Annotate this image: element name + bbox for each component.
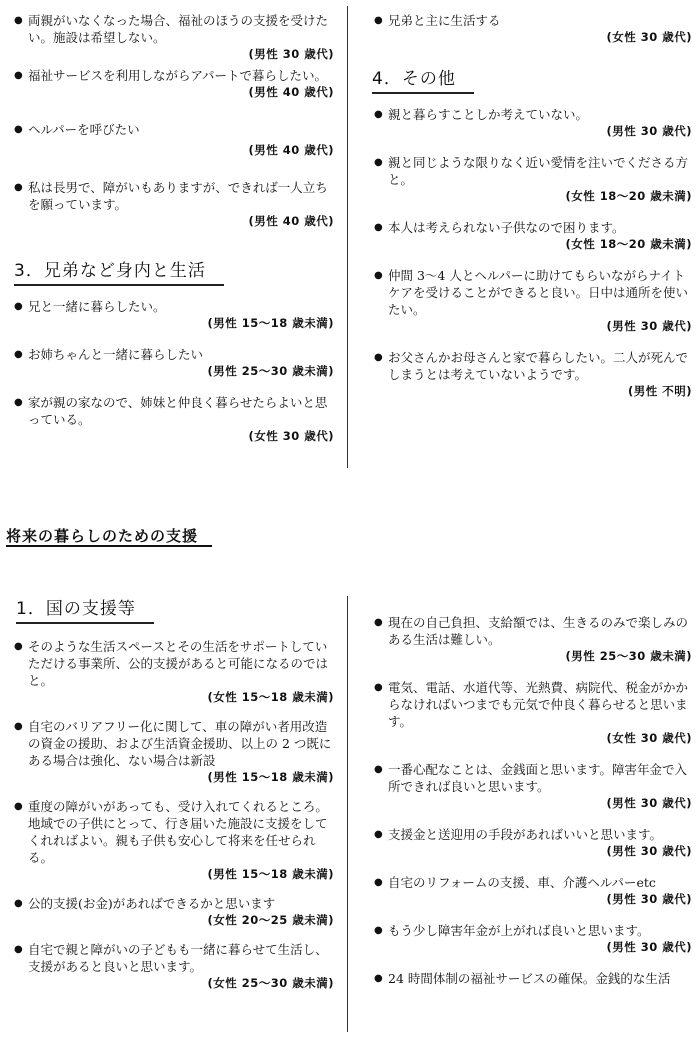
bullet-icon: ● xyxy=(374,157,383,168)
bullet-icon: ● xyxy=(374,925,383,936)
item-text: もう少し障害年金が上がれば良いと思います。 xyxy=(388,923,650,938)
item-text: 支援金と送迎用の手段があればいいと思います。 xyxy=(388,827,663,842)
respondent-attr: (男性 40 歳代) xyxy=(248,85,334,99)
list-item xyxy=(372,154,692,205)
item-text: 自宅で親と障がいの子どもも一緒に暮らせて生活し、支援があると良いと思います。 xyxy=(28,942,328,974)
item-text: 重度の障がいがあっても、受け入れてくれるところ。地域での子供にとって、行き届いた施設に支援をしてくれればよい。親も子供も安心して将来を任せられる。 xyxy=(28,799,328,865)
list-item xyxy=(372,761,692,812)
list-item xyxy=(372,826,692,860)
bottom-right-column xyxy=(372,614,692,997)
respondent-attr: (男性 40 歳代) xyxy=(248,214,334,228)
bullet-icon: ● xyxy=(374,617,383,628)
item-text: 親と暮らすことしか考えていない。 xyxy=(388,107,589,122)
list-item xyxy=(12,179,334,230)
respondent-attr: (女性 20～25 歳未満) xyxy=(207,913,334,927)
bullet-icon: ● xyxy=(374,829,383,840)
bullet-icon: ● xyxy=(374,877,383,888)
bottom-column-divider xyxy=(347,596,348,1032)
list-item xyxy=(372,874,692,908)
bullet-icon: ● xyxy=(374,764,383,775)
list-item xyxy=(372,922,692,956)
bullet-icon: ● xyxy=(14,182,23,193)
bullet-icon: ● xyxy=(374,352,383,363)
top-left-column xyxy=(12,12,334,455)
bullet-icon: ● xyxy=(14,898,23,909)
item-text: 電気、電話、水道代等、光熱費、病院代、税金がかからなければいつまでも元気で仲良く暮らせると思います。 xyxy=(388,680,689,729)
top-column-divider xyxy=(347,6,348,468)
respondent-attr: (男性 15～18 歳未満) xyxy=(207,316,334,330)
respondent-attr: (女性 30 歳代) xyxy=(248,429,334,443)
respondent-attr: (男性 30 歳代) xyxy=(248,47,334,61)
bullet-icon: ● xyxy=(374,682,383,693)
list-item xyxy=(12,298,334,332)
top-right-column xyxy=(372,12,692,410)
item-text: 兄弟と主に生活する xyxy=(388,13,501,28)
bottom-left-column xyxy=(12,598,334,1002)
list-item xyxy=(12,638,334,706)
page-title: 将来の暮らしのための支援 xyxy=(6,528,212,547)
list-item xyxy=(372,349,692,400)
item-text: 親と同じような限りなく近い愛情を注いでくださる方と。 xyxy=(388,155,689,187)
item-text: 本人は考えられない子供なので困ります。 xyxy=(388,220,625,235)
item-text: 24 時間体制の福祉サービスの確保。金銭的な生活 xyxy=(388,971,671,986)
list-item xyxy=(12,895,334,929)
bullet-icon: ● xyxy=(14,15,23,26)
item-text: お父さんかお母さんと家で暮らしたい。二人が死んでしまうとは考えていないようです。 xyxy=(388,350,689,382)
list-item xyxy=(12,941,334,992)
item-text: 私は長男で、障がいもありますが、できれば一人立ちを願っています。 xyxy=(28,180,328,212)
bullet-icon: ● xyxy=(14,801,23,812)
list-item xyxy=(372,267,692,335)
bullet-icon: ● xyxy=(14,944,23,955)
item-text: 両親がいなくなった場合、福祉のほうの支援を受けたい。施設は希望しない。 xyxy=(28,13,329,45)
bullet-icon: ● xyxy=(374,109,383,120)
respondent-attr: (男性 30 歳代) xyxy=(606,940,692,954)
bullet-icon: ● xyxy=(374,15,383,26)
list-item xyxy=(372,614,692,665)
section-3-heading: 3．兄弟など身内と生活 xyxy=(14,260,224,286)
respondent-attr: (男性 30 歳代) xyxy=(606,124,692,138)
item-text: そのような生活スペースとその生活をサポートしていただける事業所、公的支援があると可能になるのではと。 xyxy=(28,639,329,688)
respondent-attr: (男性 40 歳代) xyxy=(248,143,334,157)
item-text: ヘルパーを呼びたい xyxy=(28,122,140,137)
respondent-attr: (女性 30 歳代) xyxy=(606,731,692,745)
bullet-icon: ● xyxy=(374,222,383,233)
item-text: 自宅のバリアフリー化に関して、車の障がい者用改造の資金の援助、および生活資金援助、以上の 2 つ既にある場合は強化、ない場合は新設 xyxy=(28,719,332,768)
bullet-icon: ● xyxy=(374,973,383,984)
item-text: 家が親の家なので、姉妹と仲良く暮らせたらよいと思っている。 xyxy=(28,395,328,427)
item-text: 公的支援(お金)があればできるかと思います xyxy=(28,896,276,911)
list-item xyxy=(372,970,692,987)
item-text: 一番心配なことは、金銭面と思います。障害年金で入所できれば良いと思います。 xyxy=(388,762,688,794)
bullet-icon: ● xyxy=(14,397,23,408)
list-item xyxy=(12,798,334,883)
respondent-attr: (女性 15～18 歳未満) xyxy=(207,690,334,704)
respondent-attr: (女性 18～20 歳未満) xyxy=(565,189,692,203)
list-item xyxy=(372,12,692,46)
respondent-attr: (男性 15～18 歳未満) xyxy=(207,867,334,881)
list-item xyxy=(372,219,692,253)
item-text: 自宅のリフォームの支援、車、介護ヘルパーetc xyxy=(388,875,656,890)
respondent-attr: (男性 15～18 歳未満) xyxy=(207,770,334,784)
section-4-heading: 4．その他 xyxy=(372,68,474,94)
bullet-icon: ● xyxy=(14,124,23,135)
list-item xyxy=(12,67,334,101)
item-text: 兄と一緒に暮らしたい。 xyxy=(28,299,166,314)
bullet-icon: ● xyxy=(14,70,23,81)
respondent-attr: (男性 25～30 歳未満) xyxy=(565,649,692,663)
list-item xyxy=(372,679,692,747)
respondent-attr: (女性 30 歳代) xyxy=(606,30,692,44)
list-item xyxy=(12,12,334,63)
list-item xyxy=(12,346,334,380)
list-item xyxy=(12,121,334,159)
item-text: 福祉サービスを利用しながらアパートで暮らしたい。 xyxy=(28,68,328,83)
bullet-icon: ● xyxy=(14,349,23,360)
respondent-attr: (女性 18～20 歳未満) xyxy=(565,237,692,251)
bullet-icon: ● xyxy=(14,641,23,652)
bullet-icon: ● xyxy=(374,270,383,281)
item-text: 現在の自己負担、支給額では、生きるのみで楽しみのある生活は難しい。 xyxy=(388,615,689,647)
bullet-icon: ● xyxy=(14,301,23,312)
respondent-attr: (男性 25～30 歳未満) xyxy=(207,364,334,378)
list-item xyxy=(12,718,334,786)
respondent-attr: (男性 不明) xyxy=(627,384,692,398)
list-item xyxy=(372,106,692,140)
bullet-icon: ● xyxy=(14,721,23,732)
respondent-attr: (女性 25～30 歳未満) xyxy=(207,976,334,990)
respondent-attr: (男性 30 歳代) xyxy=(606,796,692,810)
respondent-attr: (男性 30 歳代) xyxy=(606,892,692,906)
item-text: 仲間 3～4 人とヘルパーに助けてもらいながらナイトケアを受けることができると良い。日中は通所を使いたい。 xyxy=(388,268,689,317)
respondent-attr: (男性 30 歳代) xyxy=(606,844,692,858)
item-text: お姉ちゃんと一緒に暮らしたい xyxy=(28,347,204,362)
list-item xyxy=(12,394,334,445)
section-1-heading: 1．国の支援等 xyxy=(16,598,154,624)
respondent-attr: (男性 30 歳代) xyxy=(606,319,692,333)
